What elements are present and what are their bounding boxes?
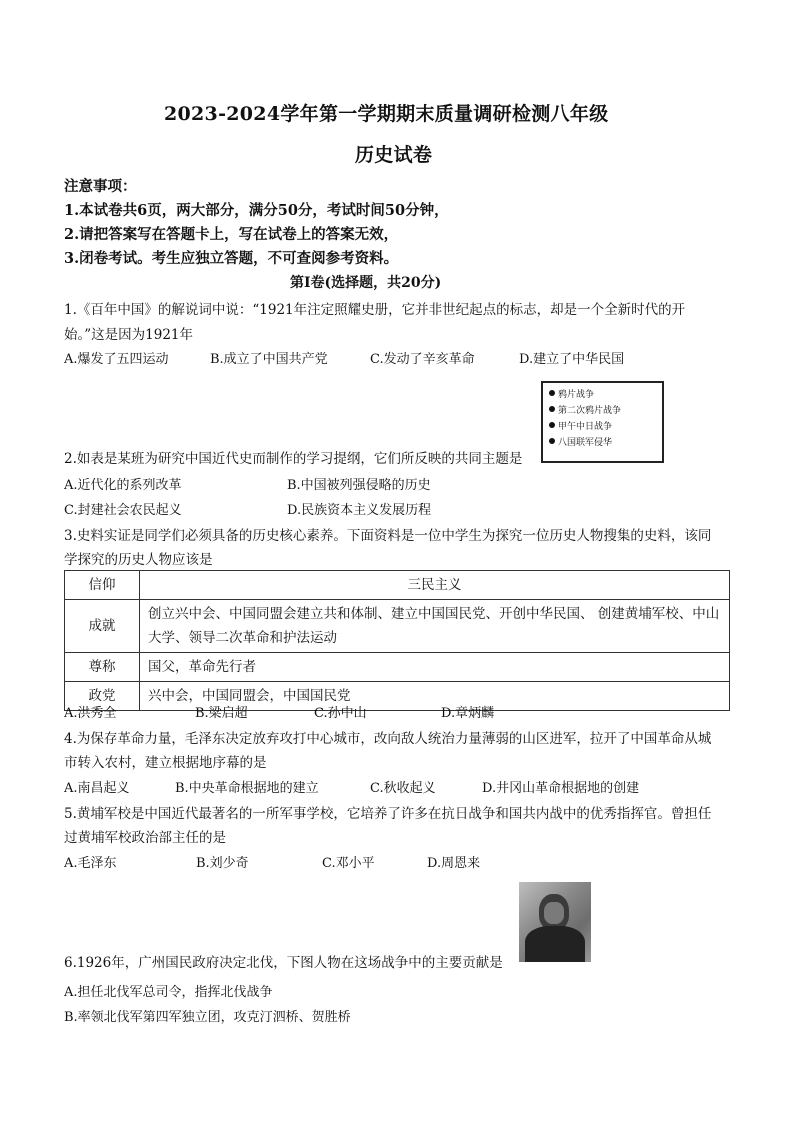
- q4-option-d: D.井冈山革命根据地的创建: [482, 781, 640, 796]
- q5-option-b: B.刘少奇: [196, 856, 249, 871]
- q4-stem-cont: 市转入农村，建立根据地序幕的是: [64, 755, 267, 771]
- outline-item: 第二次鸦片战争: [549, 403, 656, 419]
- portrait-photo: [519, 882, 591, 962]
- bullet-icon: [549, 422, 555, 428]
- q5-option-a: A.毛泽东: [64, 856, 117, 871]
- photo-body: [525, 926, 585, 962]
- q4-option-a: A.南昌起义: [64, 781, 130, 796]
- note-item: 3.闭卷考试。考生应独立答题，不可查阅参考资料。: [64, 250, 399, 267]
- table-row: [65, 653, 730, 682]
- q1-option-a: A.爆发了五四运动: [64, 352, 169, 367]
- q2-option-d: D.民族资本主义发展历程: [287, 503, 432, 518]
- q1-stem: 1.《百年中国》的解说词中说：“1921年注定照耀史册，它并非世纪起点的标志，却是一个全新时代的开: [64, 302, 686, 318]
- historical-figure-table: [64, 570, 730, 711]
- table-row: [65, 571, 730, 600]
- outline-item: 甲午中日战争: [549, 419, 656, 435]
- q2-stem: 2.如表是某班为研究中国近代史而制作的学习提纲，它们所反映的共同主题是: [64, 451, 523, 467]
- bullet-icon: [549, 438, 555, 444]
- section-label: 第Ⅰ卷(选择题，共20分): [290, 275, 442, 291]
- note-item: 1.本试卷共6页，两大部分，满分50分，考试时间50分钟，: [64, 202, 449, 219]
- table-cell-head: 信仰: [65, 571, 140, 600]
- table-cell: 三民主义: [140, 571, 730, 600]
- q5-option-c: C.邓小平: [322, 856, 375, 871]
- q3-stem: 3.史料实证是同学们必须具备的历史核心素养。下面资料是一位中学生为探究一位历史人物搜集的史料，该同: [64, 528, 712, 544]
- table-cell-head: 尊称: [65, 653, 140, 682]
- q1-stem-cont: 始。”这是因为1921年: [64, 327, 194, 343]
- q2-option-b: B.中国被列强侵略的历史: [287, 478, 431, 493]
- bullet-icon: [549, 406, 555, 412]
- q2-option-a: A.近代化的系列改革: [64, 478, 182, 493]
- q2-option-c: C.封建社会农民起义: [64, 503, 182, 518]
- table-row: [65, 682, 730, 711]
- q3-option-d: D.章炳麟: [441, 706, 495, 721]
- table-row: [65, 600, 730, 653]
- exam-title: 2023-2024学年第一学期期末质量调研检测八年级: [164, 103, 609, 125]
- outline-item: 八国联军侵华: [549, 435, 656, 451]
- q5-stem-cont: 过黄埔军校政治部主任的是: [64, 830, 226, 846]
- q4-option-c: C.秋收起义: [370, 781, 436, 796]
- bullet-icon: [549, 390, 555, 396]
- outline-item: 鸦片战争: [549, 387, 656, 403]
- q3-option-b: B.梁启超: [195, 706, 248, 721]
- q5-stem: 5.黄埔军校是中国近代最著名的一所军事学校，它培养了许多在抗日战争和国共内战中的优秀指挥官。曾担任: [64, 806, 712, 822]
- table-cell: 创立兴中会、中国同盟会建立共和体制、建立中国国民党、开创中华民国、 创建黄埔军校、中山大学、领导二次革命和护法运动: [140, 600, 730, 653]
- q1-option-c: C.发动了辛亥革命: [370, 352, 475, 367]
- q1-option-d: D.建立了中华民国: [519, 352, 625, 367]
- q1-option-b: B.成立了中国共产党: [210, 352, 328, 367]
- q6-option-a: A.担任北伐军总司令，指挥北伐战争: [64, 985, 273, 1000]
- notes-heading: 注意事项：: [64, 178, 137, 195]
- q5-option-d: D.周恩来: [427, 856, 481, 871]
- q3-option-c: C.孙中山: [314, 706, 367, 721]
- table-cell: 国父，革命先行者: [140, 653, 730, 682]
- q4-option-b: B.中央革命根据地的建立: [175, 781, 319, 796]
- q3-option-a: A.洪秀全: [64, 706, 117, 721]
- table-cell-head: 成就: [65, 600, 140, 653]
- note-item: 2.请把答案写在答题卡上，写在试卷上的答案无效，: [64, 226, 399, 243]
- exam-subtitle: 历史试卷: [355, 144, 433, 166]
- table-cell-head: 政党: [65, 682, 140, 711]
- q4-stem: 4.为保存革命力量，毛泽东决定放弃攻打中心城市，改向敌人统治力量薄弱的山区进军，拉开了中国革命从城: [64, 731, 712, 747]
- q6-option-b: B.率领北伐军第四军独立团，攻克汀泗桥、贺胜桥: [64, 1010, 351, 1025]
- photo-face: [544, 902, 564, 924]
- q3-stem-cont: 学探究的历史人物应该是: [64, 552, 213, 568]
- q6-stem: 6.1926年，广州国民政府决定北伐，下图人物在这场战争中的主要贡献是: [64, 955, 503, 971]
- table-cell: 兴中会，中国同盟会，中国国民党: [140, 682, 730, 711]
- study-outline-box: [541, 381, 664, 463]
